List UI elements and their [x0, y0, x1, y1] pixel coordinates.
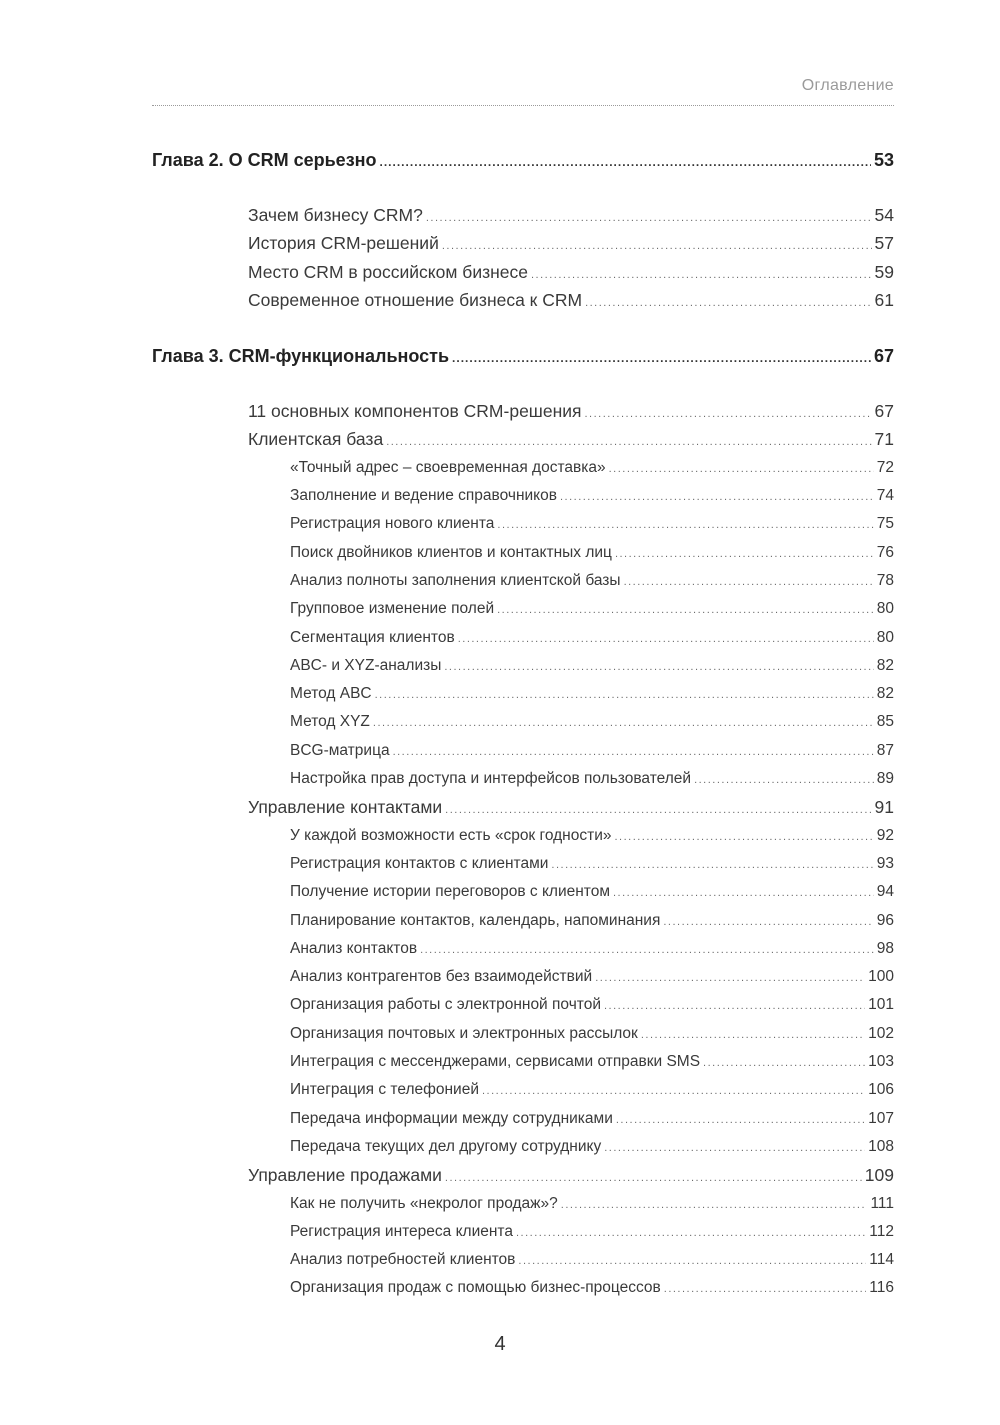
toc-page-number: 96 [876, 911, 894, 929]
toc-subsection[interactable] [152, 510, 894, 538]
dot-leader [585, 400, 872, 428]
toc-page-number: 53 [873, 150, 894, 170]
dot-leader [442, 232, 872, 260]
toc-subsection[interactable] [152, 737, 894, 765]
dot-leader [497, 511, 873, 539]
toc-section-group [152, 201, 894, 314]
toc-subsection[interactable] [152, 567, 894, 595]
dot-leader [585, 289, 871, 317]
dot-leader [616, 1106, 865, 1134]
toc-page-number: 98 [876, 939, 894, 957]
toc-subsection[interactable] [152, 850, 894, 878]
toc-page-number: 111 [870, 1194, 894, 1212]
toc-subsection[interactable] [152, 482, 894, 510]
toc-page-number: 93 [876, 854, 894, 872]
toc-subsection[interactable] [152, 1218, 894, 1246]
toc-page-number: 116 [869, 1279, 894, 1297]
toc-subsection[interactable] [152, 1076, 894, 1104]
toc-subsection-title: Настройка прав доступа и интерфейсов пользователей [290, 770, 692, 788]
dot-leader [595, 964, 865, 992]
toc-subsection[interactable] [152, 1246, 894, 1274]
toc-subsection-title: У каждой возможности есть «срок годности» [290, 826, 612, 844]
toc-page-number: 74 [876, 487, 894, 505]
toc-section[interactable] [152, 425, 894, 453]
toc-subsection[interactable] [152, 539, 894, 567]
toc-page-number: 76 [876, 543, 894, 561]
toc-page-number: 72 [876, 458, 894, 476]
toc-subsection-title: Передача информации между сотрудниками [290, 1109, 613, 1127]
toc-section[interactable] [152, 286, 894, 314]
toc-chapter[interactable] [152, 145, 894, 175]
toc-section[interactable] [152, 201, 894, 229]
toc-subsection-title: Организация продаж с помощью бизнес-процессов [290, 1279, 661, 1297]
toc-section-title: Управление продажами [248, 1165, 442, 1186]
toc-page-number: 92 [876, 826, 894, 844]
toc-subsection[interactable] [152, 1133, 894, 1161]
toc-page-number: 59 [874, 261, 894, 282]
toc-subsection[interactable] [152, 991, 894, 1019]
toc-subsection[interactable] [152, 624, 894, 652]
toc-page-number: 89 [876, 770, 894, 788]
toc-subsection-title: Анализ полноты заполнения клиентской базы [290, 571, 621, 589]
toc-section[interactable] [152, 793, 894, 821]
toc-page-number: 91 [874, 797, 894, 818]
dot-leader [613, 879, 874, 907]
toc-page-number: 85 [876, 713, 894, 731]
toc-page-number: 67 [874, 401, 894, 422]
dot-leader [426, 204, 872, 232]
toc-section[interactable] [152, 229, 894, 257]
toc-subsection-title: Как не получить «некролог продаж»? [290, 1194, 558, 1212]
toc-page-number: 87 [876, 741, 894, 759]
toc-section[interactable] [152, 258, 894, 286]
toc-subsection-title: «Точный адрес – своевременная доставка» [290, 458, 606, 476]
toc-chapter-title: Глава 3. CRM-функциональность [152, 346, 450, 367]
dot-leader [393, 738, 874, 766]
toc-subsection[interactable] [152, 1190, 894, 1218]
toc-subsection-title: Метод ABC [290, 685, 372, 703]
toc-page-number: 101 [868, 996, 894, 1014]
dot-leader [518, 1247, 866, 1275]
toc-page-number: 75 [876, 515, 894, 533]
toc-subsection[interactable] [152, 1105, 894, 1133]
toc-section-title: Клиентская база [248, 429, 384, 450]
toc-subsection-title: Анализ потребностей клиентов [290, 1251, 516, 1269]
toc-subsection-title: Поиск двойников клиентов и контактных лиц [290, 543, 612, 561]
dot-leader [452, 343, 871, 373]
dot-leader [663, 908, 873, 936]
toc-subsection[interactable] [152, 1274, 894, 1302]
toc-subsection[interactable] [152, 907, 894, 935]
toc-page-number: 78 [876, 571, 894, 589]
dot-leader [531, 261, 872, 289]
toc-subsection-title: Организация работы с электронной почтой [290, 996, 601, 1014]
toc-page-number: 80 [876, 628, 894, 646]
toc-section[interactable] [152, 1161, 894, 1189]
toc-page-number: 102 [868, 1024, 894, 1042]
toc-subsection[interactable] [152, 1048, 894, 1076]
toc-page-number: 112 [869, 1222, 894, 1240]
toc-subsection-title: Регистрация нового клиента [290, 515, 495, 533]
toc-section-title: Современное отношение бизнеса к CRM [248, 289, 583, 310]
dot-leader [444, 653, 873, 681]
toc-chapter[interactable] [152, 341, 894, 371]
toc-subsection[interactable] [152, 1020, 894, 1048]
toc-chapter-title: Глава 2. О CRM серьезно [152, 150, 377, 170]
toc-subsection-title: ABC- и XYZ-анализы [290, 656, 442, 674]
toc-page-number: 57 [874, 233, 894, 254]
toc-page-number: 106 [868, 1081, 894, 1099]
toc-subsection-title: Анализ контактов [290, 939, 418, 957]
dot-leader [664, 1275, 867, 1303]
dot-leader [609, 455, 874, 483]
chapter-spacer [152, 314, 894, 341]
toc-subsection-title: Заполнение и ведение справочников [290, 487, 557, 505]
toc-page-number: 61 [874, 289, 894, 310]
dot-leader [373, 709, 874, 737]
dot-leader [497, 596, 874, 624]
dot-leader [560, 483, 874, 511]
toc-subsection[interactable] [152, 680, 894, 708]
dot-leader [386, 428, 871, 456]
toc-page-number: 94 [876, 883, 894, 901]
toc-subsection-title: Организация почтовых и электронных рассылок [290, 1024, 638, 1042]
dot-leader [604, 1134, 865, 1162]
toc-subsection-title: Получение истории переговоров с клиентом [290, 883, 610, 901]
toc-page-number: 103 [868, 1053, 894, 1071]
toc-subsection[interactable] [152, 765, 894, 793]
toc-page-number: 114 [869, 1251, 894, 1269]
toc-subsection[interactable] [152, 595, 894, 623]
toc-subsection-title: Планирование контактов, календарь, напоминания [290, 911, 661, 929]
dot-leader [604, 992, 865, 1020]
toc-page-number: 100 [868, 968, 894, 986]
dot-leader [694, 766, 874, 794]
toc-section-title: Зачем бизнесу CRM? [248, 205, 423, 225]
toc-page-number: 80 [876, 600, 894, 618]
toc-page-number: 109 [864, 1165, 894, 1186]
toc-subsection[interactable] [152, 878, 894, 906]
toc-page-number: 54 [874, 205, 894, 225]
toc-section-title: Место CRM в российском бизнесе [248, 261, 528, 282]
toc-subsection-title: Регистрация интереса клиента [290, 1222, 513, 1240]
toc-section-title: 11 основных компонентов CRM-решения [248, 401, 582, 422]
dot-leader [624, 568, 874, 596]
dot-leader [458, 625, 874, 653]
dot-leader [703, 1049, 865, 1077]
dot-leader [615, 540, 874, 568]
table-of-contents [152, 145, 894, 1303]
toc-subsection-title: Передача текущих дел другому сотруднику [290, 1137, 602, 1155]
toc-subsection[interactable] [152, 935, 894, 963]
toc-subsection[interactable] [152, 708, 894, 736]
running-header: Оглавление [801, 77, 894, 94]
toc-subsection-title: Анализ контрагентов без взаимодействий [290, 968, 593, 986]
toc-subsection-title: Интеграция с мессенджерами, сервисами отправки SMS [290, 1053, 701, 1071]
toc-subsection[interactable] [152, 822, 894, 850]
toc-subsection[interactable] [152, 652, 894, 680]
dot-leader [420, 936, 874, 964]
dot-leader [380, 147, 871, 177]
toc-page-number: 67 [873, 346, 894, 367]
toc-subsection-title: Сегментация клиентов [290, 628, 455, 646]
dot-leader [614, 823, 873, 851]
dot-leader [516, 1219, 866, 1247]
toc-page-number: 82 [876, 656, 894, 674]
dot-leader [375, 681, 874, 709]
toc-section-title: История CRM-решений [248, 233, 439, 254]
toc-subsection-title: Метод XYZ [290, 713, 370, 731]
toc-subsection[interactable] [152, 963, 894, 991]
toc-subsection-title: Групповое изменение полей [290, 600, 495, 618]
toc-section-title: Управление контактами [248, 797, 443, 818]
toc-subsection-title: Интеграция с телефонией [290, 1081, 479, 1099]
toc-section[interactable] [152, 397, 894, 425]
toc-page-number: 82 [876, 685, 894, 703]
dot-leader [561, 1191, 868, 1219]
toc-section-group [152, 397, 894, 1303]
dot-leader [641, 1021, 865, 1049]
dot-leader [445, 1164, 862, 1192]
toc-subsection-title: Регистрация контактов с клиентами [290, 854, 549, 872]
dot-leader [551, 851, 873, 879]
toc-subsection[interactable] [152, 454, 894, 482]
header-divider [152, 105, 894, 106]
toc-subsection-title: BCG-матрица [290, 741, 390, 759]
toc-page-number: 107 [868, 1109, 894, 1127]
page-number: 4 [494, 1333, 506, 1355]
dot-leader [445, 796, 871, 824]
toc-page-number: 71 [874, 429, 894, 450]
toc-page-number: 108 [868, 1137, 894, 1155]
dot-leader [482, 1077, 865, 1105]
